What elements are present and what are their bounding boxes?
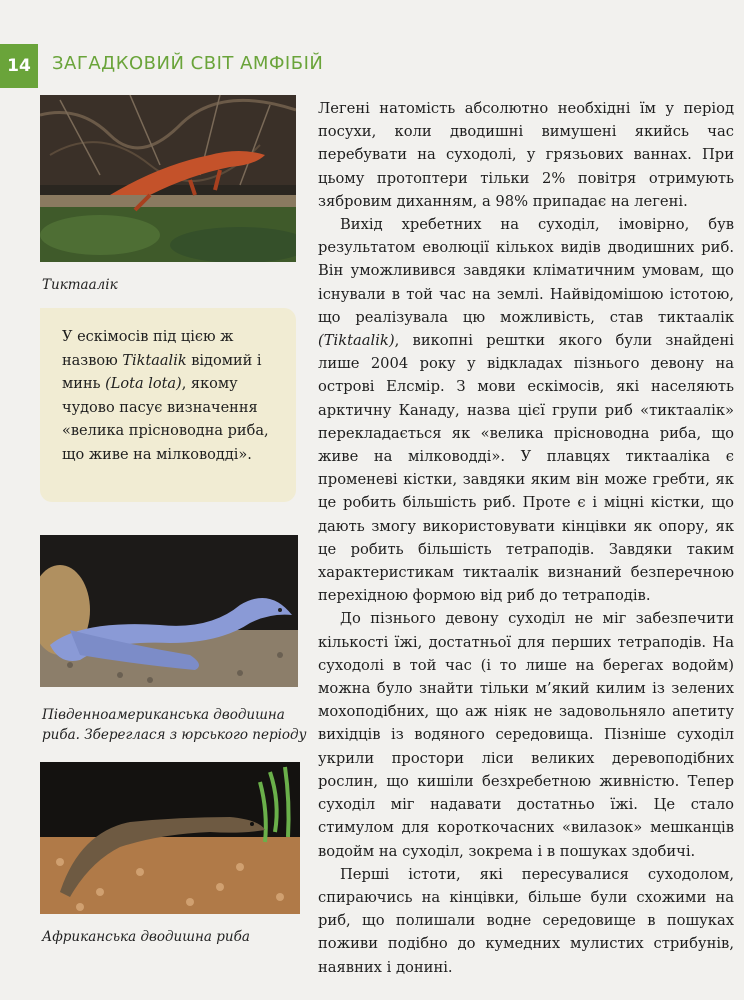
paragraph-3: До пізнього девону суходіл не міг забезпечити кількості їжі, достатньої для перших тетраподів. На суходолі в той час (і то лише на берегах водойм) можна було знайти тільки м’який килим із зелених мохоподібних, що аж ніяк не задовольняло апетиту вихідців із водяного середовища. Пізніше суходіл укрили простори ліси великих деревоподібних рослин, що кишіли безхребетною живністю. Тепер суходіл міг надавати достатньо їжі. Це стало стимулом для короткочасних «вилазок» мешканців водойм на суходіл, зокрема і в пошуках здобичі. bbox=[318, 610, 734, 860]
page-number: 14 bbox=[0, 44, 38, 88]
note-latin: (Lota lota) bbox=[105, 376, 182, 393]
tiktaalik-caption: Тиктаалік bbox=[42, 277, 118, 293]
note-text-part3: , якому чудово пасує визначення «велика прісноводна риба, що живе на мілководді». bbox=[62, 376, 269, 463]
paragraph-2-latin: (Tiktaalik) bbox=[318, 332, 395, 350]
african-lungfish-photo bbox=[40, 762, 300, 914]
note-term: Tiktaalik bbox=[122, 352, 187, 369]
caption-line-2: риба. Збереглася з юрського періоду bbox=[42, 727, 307, 743]
note-text-part2: відомий і минь bbox=[62, 352, 262, 393]
south-american-lungfish-photo bbox=[40, 535, 298, 687]
note-text-part1: У ескімосів під цією ж назвою bbox=[62, 329, 234, 369]
section-title: ЗАГАДКОВИЙ СВІТ АМФІБІЙ bbox=[52, 53, 324, 74]
main-text-column bbox=[318, 97, 734, 979]
note-box bbox=[40, 308, 296, 502]
paragraph-2 bbox=[318, 213, 734, 607]
african-lungfish-caption: Африканська дводишна риба bbox=[42, 929, 250, 945]
south-american-lungfish-caption bbox=[42, 705, 306, 745]
tiktaalik-photo bbox=[40, 95, 296, 262]
paragraph-1: Легені натомість абсолютно необхідні їм у період посухи, коли дводишні вимушені якийсь час перебувати на суходолі, у грязьових ваннах. При цьому протоптери тільки 2% повітря отримують зябровим диханням, а 98% припадає на легені. bbox=[318, 100, 734, 210]
paragraph-4: Перші істоти, які пересувалися суходолом, спираючись на кінцівки, більше були схожими на риб, що полишали водне середовище в пошуках поживи подібно до кумедних мулистих стрибунів, наявних і донині. bbox=[318, 865, 734, 976]
page-header bbox=[0, 44, 744, 88]
paragraph-2-part-b: , викопні рештки якого були знайдені лише 2004 року у відкладах пізнього девону на острові Елсмір. З мови ескімосів, які населяють арктичну Канаду, назва цієї групи риб «тиктаалік» перекладається як «велика прісноводна риба, що живе на мілководді». У плавцях тиктааліка є променеві кістки, завдяки яким він може гребти, як це робить більшість риб. Проте є і міцні кістки, що дають змогу використовувати кінцівки як опору, як це робить більшість тетраподів. Завдяки таким характеристикам тиктаалік визнаний безперечною перехідною формою від риб до тетраподів. bbox=[318, 332, 734, 605]
paragraph-2-part-a: Вихід хребетних на суходіл, імовірно, був результатом еволюції кількох видів дводишних риб. Він уможливився завдяки кліматичним умовам, що існували в той час на землі. Найвідомішою істотою, що реалізувала цю можливість, став тиктаалік bbox=[318, 216, 734, 326]
caption-line-1: Південноамериканська дводишна bbox=[42, 707, 285, 723]
